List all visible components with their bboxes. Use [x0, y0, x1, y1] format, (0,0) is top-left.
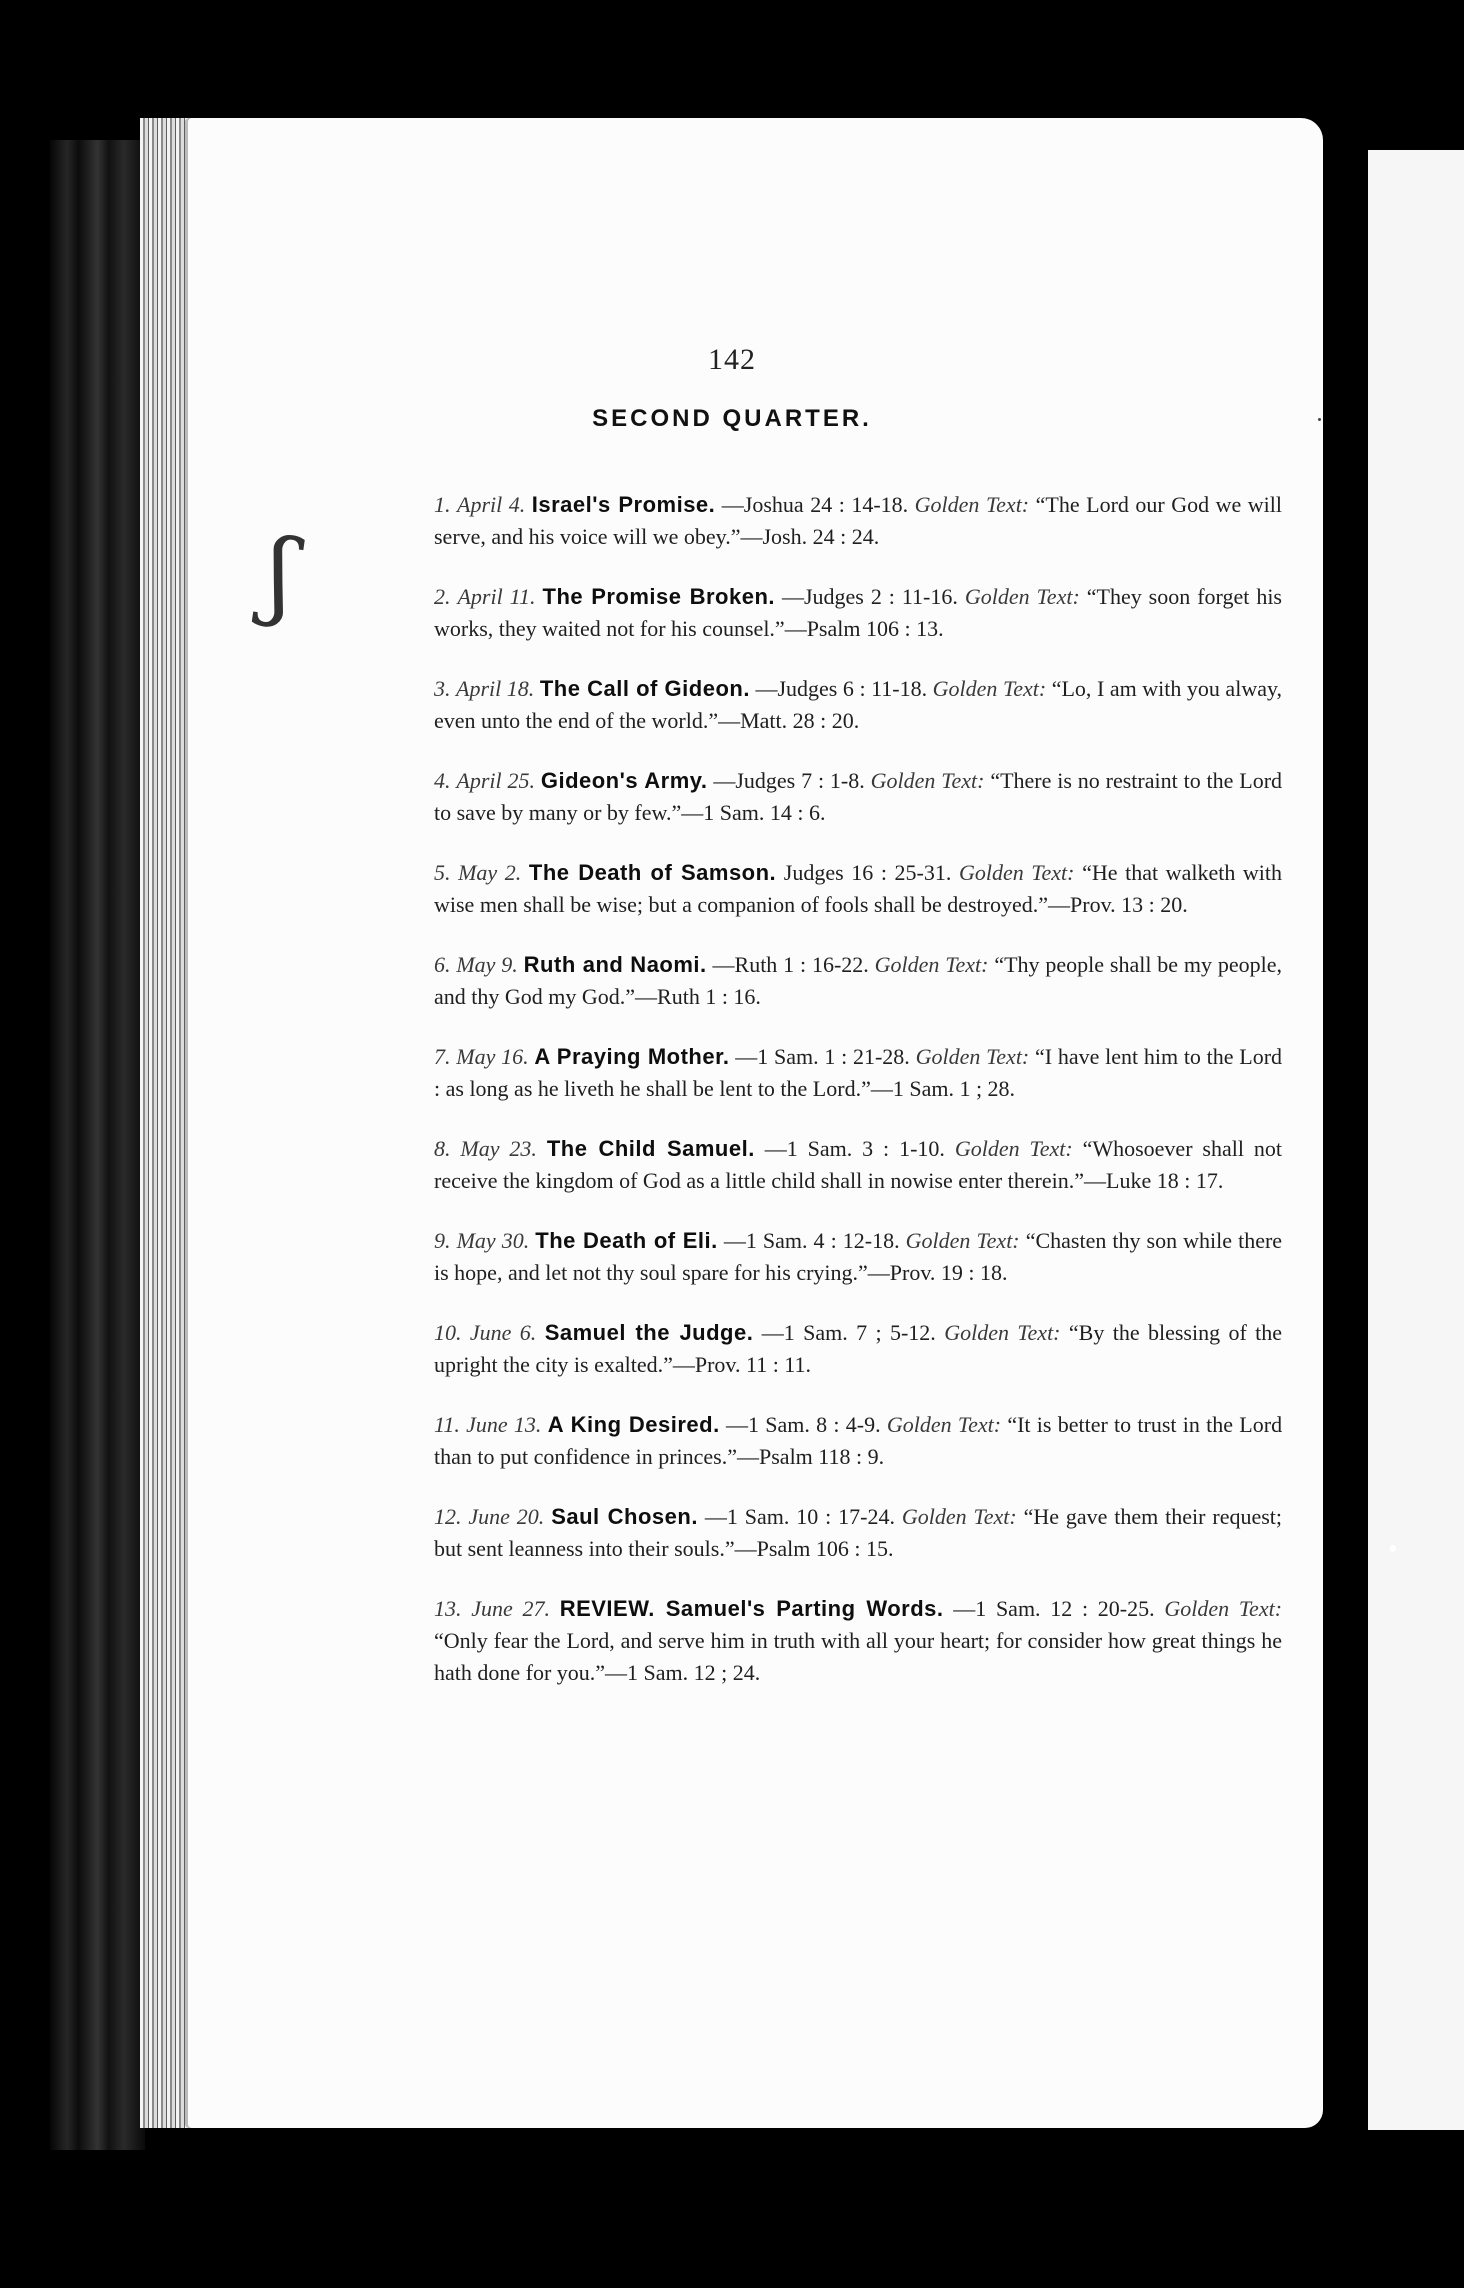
lesson-title: The Child Samuel. [546, 1136, 755, 1161]
lesson-reference: —Joshua 24 : 14-18. [721, 492, 909, 517]
section-heading: SECOND QUARTER. [592, 405, 872, 432]
lesson-entry [434, 1501, 1282, 1565]
lesson-date: June 6. [469, 1320, 537, 1345]
golden-text-label: Golden Text: [954, 1136, 1073, 1161]
golden-text: “It is better to trust in the Lord than to put confidence in princes.”—Psalm 118 : 9. [434, 1412, 1283, 1469]
lesson-title: REVIEW. Samuel's Parting Words. [559, 1596, 944, 1621]
golden-text-label: Golden Text: [958, 860, 1075, 885]
lesson-number: 2. [434, 584, 451, 609]
lesson-number: 3. [434, 676, 451, 701]
golden-text-label: Golden Text: [932, 676, 1047, 701]
golden-text-label: Golden Text: [905, 1228, 1020, 1253]
lesson-number: 1. [434, 492, 451, 517]
lesson-reference: —Judges 2 : 11-16. [781, 584, 958, 609]
lesson-date: May 16. [456, 1044, 529, 1069]
lesson-date: May 23. [460, 1136, 537, 1161]
golden-text: “Whosoever shall not receive the kingdom of God as a little child shall in nowise enter therein.”—Luke 18 : 17. [434, 1136, 1282, 1193]
lesson-entry [434, 949, 1282, 1013]
lesson-reference: —1 Sam. 8 : 4-9. [725, 1412, 881, 1437]
lesson-number: 7. [434, 1044, 451, 1069]
lesson-title: The Promise Broken. [542, 584, 775, 609]
lesson-entry [434, 1133, 1282, 1197]
lesson-entry [434, 1317, 1282, 1381]
lesson-entry [434, 1225, 1282, 1289]
golden-text: “There is no restraint to the Lord to save by many or by few.”—1 Sam. 14 : 6. [434, 768, 1283, 825]
lesson-number: 6. [434, 952, 451, 977]
next-page-edge [1368, 150, 1464, 2130]
golden-text: “The Lord our God we will serve, and his voice will we obey.”—Josh. 24 : 24. [434, 492, 1283, 549]
golden-text: “He that walketh with wise men shall be wise; but a companion of fools shall be destroyed.”—Prov. 13 : 20. [434, 860, 1283, 917]
lesson-number: 13. [434, 1596, 462, 1621]
golden-text-label: Golden Text: [964, 584, 1080, 609]
golden-text-label: Golden Text: [901, 1504, 1017, 1529]
lesson-number: 11. [434, 1412, 460, 1437]
lesson-entry [434, 1593, 1282, 1689]
lesson-reference: Judges 16 : 25-31. [783, 860, 952, 885]
lesson-date: May 30. [456, 1228, 530, 1253]
lesson-reference: —1 Sam. 7 ; 5-12. [761, 1320, 936, 1345]
pencil-mark: ʃ [260, 516, 302, 632]
lesson-date: April 11. [457, 584, 536, 609]
golden-text: “He gave them their request; but sent leanness into their souls.”—Psalm 106 : 15. [434, 1504, 1283, 1561]
golden-text-label: Golden Text: [1164, 1596, 1283, 1621]
golden-text-label: Golden Text: [870, 768, 985, 793]
lesson-title: Samuel the Judge. [544, 1320, 754, 1345]
lesson-title: A King Desired. [547, 1412, 720, 1437]
lesson-reference: —1 Sam. 3 : 1-10. [764, 1136, 945, 1161]
lesson-date: May 2. [458, 860, 522, 885]
lesson-number: 8. [434, 1136, 451, 1161]
lesson-entry [434, 765, 1282, 829]
golden-text: “Only fear the Lord, and serve him in truth with all your heart; for consider how great things he hath done for you.”—1 Sam. 12 ; 24. [434, 1628, 1282, 1685]
lesson-reference: —Judges 6 : 11-18. [755, 676, 928, 701]
lesson-reference: —1 Sam. 4 : 12-18. [723, 1228, 900, 1253]
lesson-entry [434, 581, 1282, 645]
lesson-entry [434, 489, 1282, 553]
lesson-entry [434, 1041, 1282, 1105]
golden-text: “They soon forget his works, they waited not for his counsel.”—Psalm 106 : 13. [434, 584, 1282, 641]
lesson-reference: —Ruth 1 : 16-22. [712, 952, 869, 977]
golden-text-label: Golden Text: [914, 492, 1030, 517]
lesson-date: May 9. [456, 952, 518, 977]
golden-text: “Chasten thy son while there is hope, and let not thy soul spare for his crying.”—Prov. 19 : 18. [434, 1228, 1283, 1285]
lesson-number: 4. [434, 768, 451, 793]
lesson-number: 10. [434, 1320, 462, 1345]
lesson-date: April 4. [457, 492, 526, 517]
golden-text: “By the blessing of the upright the city is exalted.”—Prov. 11 : 11. [434, 1320, 1283, 1377]
lesson-list [434, 467, 1282, 1717]
golden-text: “Lo, I am with you alway, even unto the end of the world.”—Matt. 28 : 20. [434, 676, 1283, 733]
golden-text: “Thy people shall be my people, and thy God my God.”—Ruth 1 : 16. [434, 952, 1283, 1009]
lesson-title: The Call of Gideon. [539, 676, 750, 701]
lesson-date: April 18. [456, 676, 535, 701]
lesson-reference: —1 Sam. 12 : 20-25. [953, 1596, 1155, 1621]
lesson-reference: —1 Sam. 10 : 17-24. [704, 1504, 895, 1529]
golden-text-label: Golden Text: [874, 952, 989, 977]
lesson-date: June 13. [466, 1412, 542, 1437]
lesson-entry [434, 857, 1282, 921]
lesson-title: Israel's Promise. [531, 492, 716, 517]
golden-text-label: Golden Text: [915, 1044, 1030, 1069]
golden-text-label: Golden Text: [886, 1412, 1002, 1437]
lesson-number: 5. [434, 860, 451, 885]
lesson-date: June 27. [471, 1596, 550, 1621]
lesson-title: The Death of Samson. [528, 860, 777, 885]
golden-text-label: Golden Text: [944, 1320, 1061, 1345]
lesson-date: April 25. [456, 768, 535, 793]
lesson-date: June 20. [468, 1504, 545, 1529]
lesson-number: 9. [434, 1228, 451, 1253]
book-spine [50, 140, 145, 2150]
page-number: 142 [708, 343, 756, 376]
lesson-reference: —Judges 7 : 1-8. [713, 768, 865, 793]
lesson-title: Saul Chosen. [551, 1504, 698, 1529]
lesson-reference: —1 Sam. 1 : 21-28. [735, 1044, 910, 1069]
lesson-title: Gideon's Army. [540, 768, 708, 793]
lesson-entry [434, 1409, 1282, 1473]
lesson-title: Ruth and Naomi. [523, 952, 707, 977]
lesson-entry [434, 673, 1282, 737]
lesson-title: The Death of Eli. [535, 1228, 718, 1253]
golden-text: “I have lent him to the Lord : as long as he liveth he shall be lent to the Lord.”—1 Sam. 1 ; 28. [434, 1044, 1283, 1101]
lesson-number: 12. [434, 1504, 462, 1529]
speck [1390, 1545, 1396, 1552]
lesson-title: A Praying Mother. [534, 1044, 730, 1069]
